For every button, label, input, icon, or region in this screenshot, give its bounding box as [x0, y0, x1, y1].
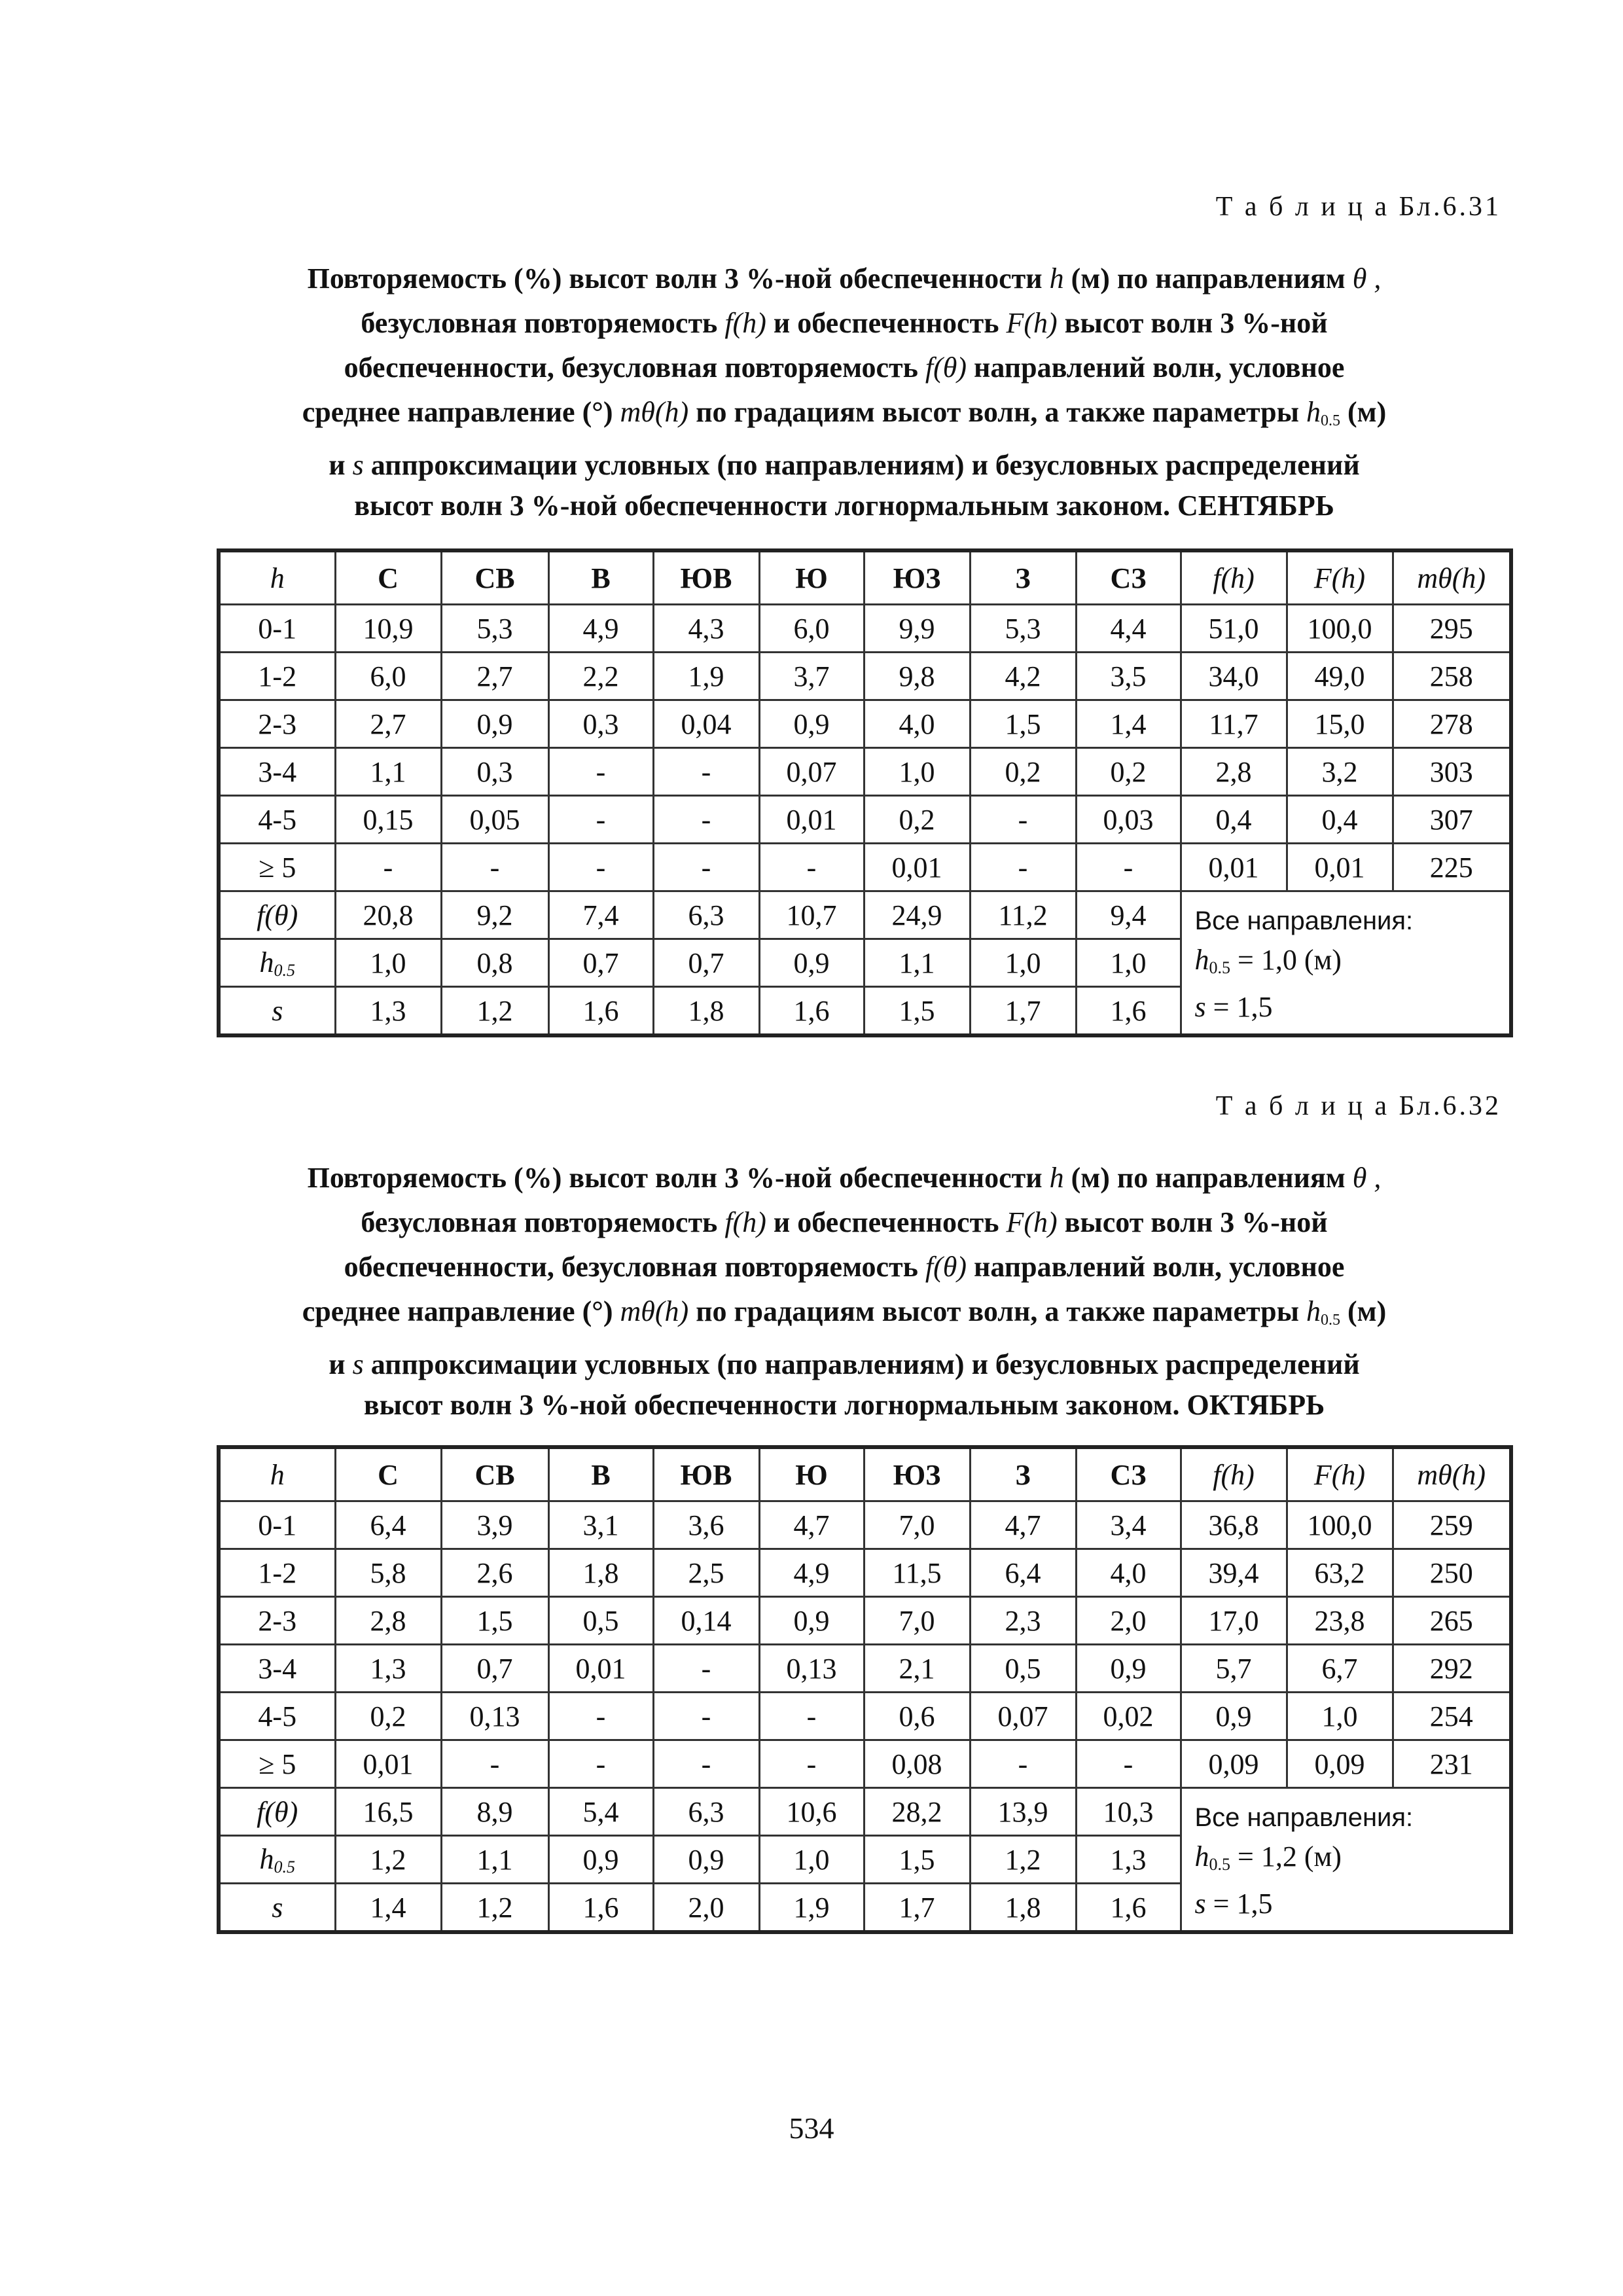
cell: 17,0: [1181, 1597, 1287, 1645]
cell: 5,7: [1181, 1645, 1287, 1693]
cell: 100,0: [1287, 1501, 1393, 1549]
cell: 0,2: [864, 796, 970, 844]
col-mh: mθ(h): [1393, 550, 1511, 605]
cell: 10,3: [1076, 1788, 1181, 1836]
col-fh: f(h): [1181, 1447, 1287, 1501]
cell: 2,6: [441, 1549, 548, 1597]
col-se: ЮВ: [653, 1447, 759, 1501]
cell: 11,7: [1181, 700, 1287, 748]
cell: 265: [1393, 1597, 1511, 1645]
row-label: 0-1: [219, 1501, 335, 1549]
row-label: $h_{0.5}$: [219, 939, 335, 987]
cell: -: [335, 844, 441, 891]
col-h: h: [219, 550, 335, 605]
cell: 1,8: [970, 1884, 1076, 1933]
cell: 1,0: [970, 939, 1076, 987]
cell: 3,5: [1076, 653, 1181, 700]
cell: 10,6: [759, 1788, 864, 1836]
cell: 0,01: [335, 1740, 441, 1788]
cell: 250: [1393, 1549, 1511, 1597]
col-sw: ЮЗ: [864, 550, 970, 605]
cell: 1,6: [759, 987, 864, 1036]
cell: 7,4: [548, 891, 653, 939]
cell: 259: [1393, 1501, 1511, 1549]
cell: 303: [1393, 748, 1511, 796]
cell: 307: [1393, 796, 1511, 844]
cell: 2,8: [1181, 748, 1287, 796]
cell: 7,0: [864, 1597, 970, 1645]
cell: 4,9: [759, 1549, 864, 1597]
cell: 0,15: [335, 796, 441, 844]
cell: 2,8: [335, 1597, 441, 1645]
col-sw: ЮЗ: [864, 1447, 970, 1501]
cell: -: [548, 748, 653, 796]
cell: 2,2: [548, 653, 653, 700]
cell: 0,04: [653, 700, 759, 748]
table-row: [219, 1501, 1511, 1549]
row-label: 3-4: [219, 748, 335, 796]
cell: 0,7: [653, 939, 759, 987]
cell: 3,1: [548, 1501, 653, 1549]
cell: 1,4: [335, 1884, 441, 1933]
cell: -: [653, 1740, 759, 1788]
cell: 34,0: [1181, 653, 1287, 700]
cell: 4,2: [970, 653, 1076, 700]
cell: 2,0: [653, 1884, 759, 1933]
cell: -: [1076, 1740, 1181, 1788]
cell: 1,1: [864, 939, 970, 987]
cell: 1,2: [441, 987, 548, 1036]
cell: 1,9: [759, 1884, 864, 1933]
cell: -: [970, 796, 1076, 844]
cell: 1,2: [970, 1836, 1076, 1884]
cell: 6,3: [653, 891, 759, 939]
cell: 1,8: [548, 1549, 653, 1597]
cell: 1,6: [1076, 987, 1181, 1036]
cell: 6,0: [759, 605, 864, 653]
cell: 258: [1393, 653, 1511, 700]
f-theta-row: [219, 891, 1511, 939]
cell: 0,09: [1287, 1740, 1393, 1788]
cell: 4,0: [1076, 1549, 1181, 1597]
cell: 0,01: [1181, 844, 1287, 891]
cell: 1,5: [864, 987, 970, 1036]
cell: 0,01: [1287, 844, 1393, 891]
header-row: [219, 550, 1511, 605]
cell: 9,8: [864, 653, 970, 700]
row-label: 2-3: [219, 700, 335, 748]
cell: 1,3: [335, 1645, 441, 1693]
cell: 10,7: [759, 891, 864, 939]
cell: 8,9: [441, 1788, 548, 1836]
cell: -: [1076, 844, 1181, 891]
cell: 2,7: [441, 653, 548, 700]
cell: 1,7: [864, 1884, 970, 1933]
table-row: [219, 844, 1511, 891]
cell: 0,08: [864, 1740, 970, 1788]
row-label: ≥ 5: [219, 844, 335, 891]
cell: 1,6: [1076, 1884, 1181, 1933]
cell: 0,3: [441, 748, 548, 796]
cell: 225: [1393, 844, 1511, 891]
cell: 0,7: [548, 939, 653, 987]
cell: -: [759, 1740, 864, 1788]
cell: 4,3: [653, 605, 759, 653]
cell: 6,7: [1287, 1645, 1393, 1693]
row-label: 1-2: [219, 1549, 335, 1597]
col-n: С: [335, 550, 441, 605]
cell: 1,1: [441, 1836, 548, 1884]
cell: 11,2: [970, 891, 1076, 939]
cell: 1,0: [1076, 939, 1181, 987]
header-row: [219, 1447, 1511, 1501]
cell: 1,2: [441, 1884, 548, 1933]
col-s: Ю: [759, 1447, 864, 1501]
cell: 4,7: [759, 1501, 864, 1549]
wave-table: [217, 1445, 1513, 1934]
cell: 15,0: [1287, 700, 1393, 748]
cell: 1,3: [335, 987, 441, 1036]
row-label: s: [219, 1884, 335, 1933]
cell: 2,0: [1076, 1597, 1181, 1645]
cell: 11,5: [864, 1549, 970, 1597]
cell: -: [653, 796, 759, 844]
cell: -: [548, 844, 653, 891]
cell: 3,7: [759, 653, 864, 700]
cell: 2,7: [335, 700, 441, 748]
cell: 10,9: [335, 605, 441, 653]
row-label: f(θ): [219, 891, 335, 939]
cell: 2,1: [864, 1645, 970, 1693]
cell: 0,8: [441, 939, 548, 987]
table-row: [219, 605, 1511, 653]
cell: 0,01: [548, 1645, 653, 1693]
cell: -: [441, 1740, 548, 1788]
cell: 292: [1393, 1645, 1511, 1693]
cell: 0,09: [1181, 1740, 1287, 1788]
cell: 0,9: [759, 700, 864, 748]
cell: 0,7: [441, 1645, 548, 1693]
cell: 1,8: [653, 987, 759, 1036]
cell: 1,0: [864, 748, 970, 796]
table-row: [219, 1693, 1511, 1740]
cell: 0,13: [441, 1693, 548, 1740]
table-row: [219, 700, 1511, 748]
cell: 49,0: [1287, 653, 1393, 700]
row-label: 4-5: [219, 1693, 335, 1740]
cell: 1,3: [1076, 1836, 1181, 1884]
row-label: $h_{0.5}$: [219, 1836, 335, 1884]
col-h: h: [219, 1447, 335, 1501]
table-row: [219, 1740, 1511, 1788]
cell: -: [548, 796, 653, 844]
cell: 9,9: [864, 605, 970, 653]
cell: 231: [1393, 1740, 1511, 1788]
col-ne: СВ: [441, 1447, 548, 1501]
row-label: 0-1: [219, 605, 335, 653]
cell: 0,3: [548, 700, 653, 748]
col-s: Ю: [759, 550, 864, 605]
col-nw: СЗ: [1076, 550, 1181, 605]
table-row: [219, 1645, 1511, 1693]
cell: 9,2: [441, 891, 548, 939]
cell: 1,1: [335, 748, 441, 796]
row-label: 1-2: [219, 653, 335, 700]
col-ne: СВ: [441, 550, 548, 605]
table-row: [219, 796, 1511, 844]
cell: 0,07: [759, 748, 864, 796]
page-number: 534: [789, 2111, 834, 2145]
cell: -: [970, 1740, 1076, 1788]
cell: 3,9: [441, 1501, 548, 1549]
cell: 1,0: [759, 1836, 864, 1884]
all-directions-note: Все направления: $h_{0.5} = 1,2$ (м) s = 1,5: [1181, 1788, 1511, 1933]
cell: -: [970, 844, 1076, 891]
cell: 1,5: [441, 1597, 548, 1645]
cell: 36,8: [1181, 1501, 1287, 1549]
cell: -: [653, 1645, 759, 1693]
cell: 3,4: [1076, 1501, 1181, 1549]
cell: 9,4: [1076, 891, 1181, 939]
table-caption: Повторяемость (%) высот волн 3 %-ной обеспеченности h (м) по направлениям θ , безусловная повторяемость f(h) и обеспеченность F(h) высот волн 3 %-ной обеспеченности, безусловная повторяемость f(θ) направлений волн, условное среднее направление (°) mθ(h) по градациям высот волн, а также параметры $h_{0.5}$ (м) и s аппроксимации условных (по направлениям) и безусловных распределений высот волн 3 %-ной обеспеченности логнормальным законом. ОКТЯБРЬ: [302, 1162, 1387, 1421]
cell: 51,0: [1181, 605, 1287, 653]
cell: 0,13: [759, 1645, 864, 1693]
cell: 4,0: [864, 700, 970, 748]
cell: 0,9: [759, 1597, 864, 1645]
table-label: Т а б л и ц а Бл.6.32: [1215, 1091, 1501, 1121]
cell: 1,6: [548, 1884, 653, 1933]
cell: -: [653, 844, 759, 891]
cell: 0,2: [335, 1693, 441, 1740]
cell: 5,4: [548, 1788, 653, 1836]
col-w: З: [970, 550, 1076, 605]
col-n: С: [335, 1447, 441, 1501]
cell: 6,4: [335, 1501, 441, 1549]
cell: 0,9: [441, 700, 548, 748]
cell: 3,2: [1287, 748, 1393, 796]
table-caption: Повторяемость (%) высот волн 3 %-ной обеспеченности h (м) по направлениям θ , безусловная повторяемость f(h) и обеспеченность F(h) высот волн 3 %-ной обеспеченности, безусловная повторяемость f(θ) направлений волн, условное среднее направление (°) mθ(h) по градациям высот волн, а также параметры $h_{0.5}$ (м) и s аппроксимации условных (по направлениям) и безусловных распределений высот волн 3 %-ной обеспеченности логнормальным законом. СЕНТЯБРЬ: [302, 262, 1387, 522]
wave-table: [217, 548, 1513, 1037]
cell: 13,9: [970, 1788, 1076, 1836]
cell: 0,9: [1076, 1645, 1181, 1693]
cell: 1,9: [653, 653, 759, 700]
cell: 1,5: [864, 1836, 970, 1884]
cell: 0,9: [548, 1836, 653, 1884]
cell: 254: [1393, 1693, 1511, 1740]
table-row: [219, 1597, 1511, 1645]
cell: 28,2: [864, 1788, 970, 1836]
cell: 1,2: [335, 1836, 441, 1884]
col-Fh: F(h): [1287, 550, 1393, 605]
cell: 1,0: [335, 939, 441, 987]
cell: -: [759, 844, 864, 891]
cell: 1,0: [1287, 1693, 1393, 1740]
col-w: З: [970, 1447, 1076, 1501]
cell: 0,01: [759, 796, 864, 844]
row-label: ≥ 5: [219, 1740, 335, 1788]
cell: 278: [1393, 700, 1511, 748]
cell: 23,8: [1287, 1597, 1393, 1645]
cell: 6,0: [335, 653, 441, 700]
cell: 0,07: [970, 1693, 1076, 1740]
table-label: Т а б л и ц а Бл.6.31: [1215, 192, 1501, 222]
cell: 0,6: [864, 1693, 970, 1740]
col-fh: f(h): [1181, 550, 1287, 605]
cell: 0,9: [759, 939, 864, 987]
cell: 1,4: [1076, 700, 1181, 748]
cell: 0,14: [653, 1597, 759, 1645]
cell: -: [441, 844, 548, 891]
cell: 0,01: [864, 844, 970, 891]
col-Fh: F(h): [1287, 1447, 1393, 1501]
col-e: В: [548, 1447, 653, 1501]
cell: 1,5: [970, 700, 1076, 748]
cell: 0,2: [1076, 748, 1181, 796]
cell: 0,05: [441, 796, 548, 844]
cell: 6,4: [970, 1549, 1076, 1597]
cell: 100,0: [1287, 605, 1393, 653]
cell: 16,5: [335, 1788, 441, 1836]
f-theta-row: [219, 1788, 1511, 1836]
cell: 295: [1393, 605, 1511, 653]
cell: -: [759, 1693, 864, 1740]
cell: 0,5: [970, 1645, 1076, 1693]
cell: 2,5: [653, 1549, 759, 1597]
cell: 1,6: [548, 987, 653, 1036]
col-e: В: [548, 550, 653, 605]
cell: -: [653, 1693, 759, 1740]
cell: 1,7: [970, 987, 1076, 1036]
cell: 4,9: [548, 605, 653, 653]
all-directions-note: Все направления: $h_{0.5} = 1,0$ (м) s = 1,5: [1181, 891, 1511, 1036]
cell: 6,3: [653, 1788, 759, 1836]
cell: 5,8: [335, 1549, 441, 1597]
cell: 39,4: [1181, 1549, 1287, 1597]
cell: 0,02: [1076, 1693, 1181, 1740]
row-label: 2-3: [219, 1597, 335, 1645]
table-row: [219, 1549, 1511, 1597]
col-mh: mθ(h): [1393, 1447, 1511, 1501]
cell: 63,2: [1287, 1549, 1393, 1597]
row-label: s: [219, 987, 335, 1036]
cell: 0,4: [1181, 796, 1287, 844]
cell: -: [653, 748, 759, 796]
cell: 7,0: [864, 1501, 970, 1549]
cell: 5,3: [441, 605, 548, 653]
cell: 20,8: [335, 891, 441, 939]
col-se: ЮВ: [653, 550, 759, 605]
cell: 4,4: [1076, 605, 1181, 653]
row-label: 3-4: [219, 1645, 335, 1693]
cell: 0,4: [1287, 796, 1393, 844]
row-label: 4-5: [219, 796, 335, 844]
cell: 4,7: [970, 1501, 1076, 1549]
cell: 0,03: [1076, 796, 1181, 844]
cell: 24,9: [864, 891, 970, 939]
table-row: [219, 748, 1511, 796]
cell: 5,3: [970, 605, 1076, 653]
cell: 3,6: [653, 1501, 759, 1549]
cell: 2,3: [970, 1597, 1076, 1645]
cell: 0,2: [970, 748, 1076, 796]
cell: -: [548, 1740, 653, 1788]
table-row: [219, 653, 1511, 700]
cell: 0,9: [653, 1836, 759, 1884]
cell: 0,5: [548, 1597, 653, 1645]
cell: -: [548, 1693, 653, 1740]
cell: 0,9: [1181, 1693, 1287, 1740]
col-nw: СЗ: [1076, 1447, 1181, 1501]
row-label: f(θ): [219, 1788, 335, 1836]
